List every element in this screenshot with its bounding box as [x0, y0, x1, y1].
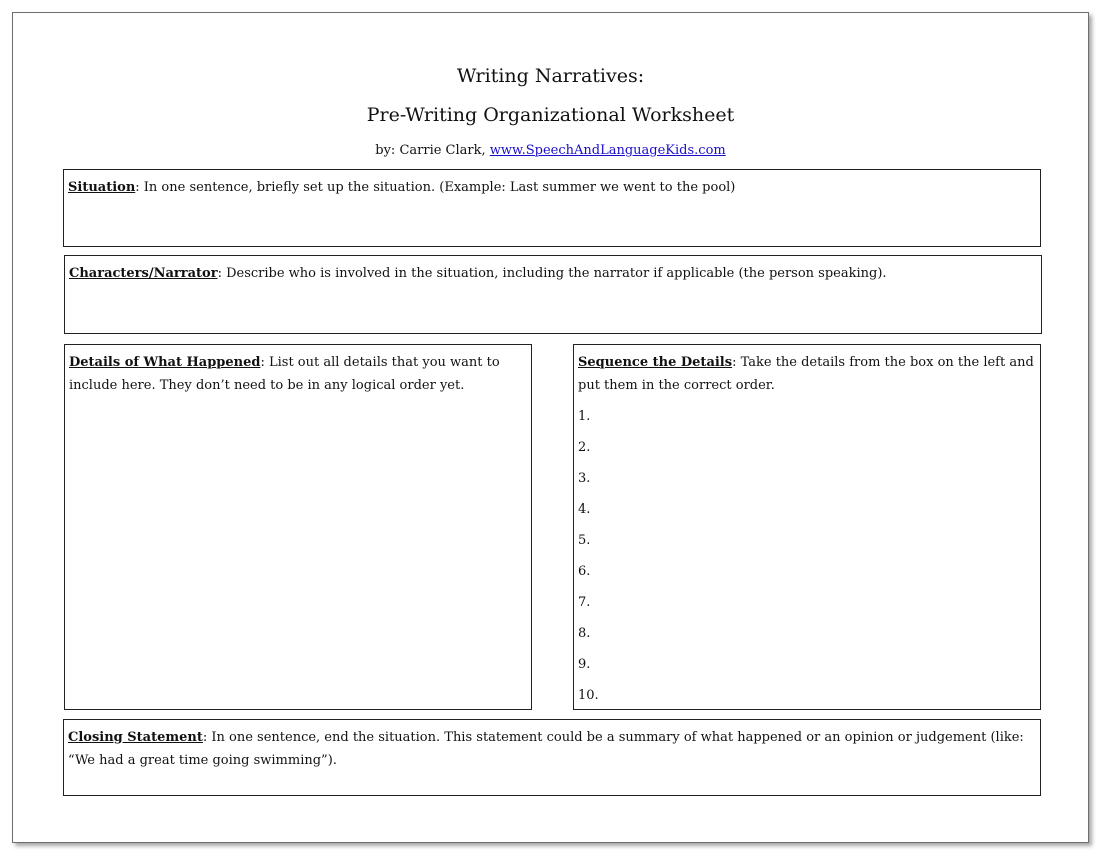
worksheet-page	[12, 12, 1089, 843]
sequence-instructions: : Take the details from the box on the left and put them in the correct order.	[578, 355, 1034, 393]
sequence-item-7[interactable]: 7.	[578, 595, 591, 610]
situation-box[interactable]	[63, 169, 1041, 247]
characters-label: Characters/Narrator	[69, 266, 218, 281]
sequence-list	[578, 405, 1036, 715]
sequence-item-4[interactable]: 4.	[578, 502, 591, 517]
website-link[interactable]: www.SpeechAndLanguageKids.com	[489, 143, 726, 158]
sequence-item-8[interactable]: 8.	[578, 626, 591, 641]
byline-author: by: Carrie Clark,	[375, 143, 490, 158]
sequence-item-1[interactable]: 1.	[578, 409, 591, 424]
title-line-1: Writing Narratives:	[456, 65, 645, 87]
details-instructions: : List out all details that you want to include here. They don’t need to be in any logical order yet.	[69, 355, 500, 393]
characters-box[interactable]	[64, 255, 1042, 334]
details-label: Details of What Happened	[69, 355, 261, 370]
byline	[13, 143, 1088, 158]
characters-instructions: : Describe who is involved in the situation, including the narrator if applicable (the person speaking).	[217, 266, 887, 281]
closing-box[interactable]	[63, 719, 1041, 796]
situation-label: Situation	[68, 180, 136, 195]
sequence-label: Sequence the Details	[578, 355, 733, 370]
sequence-item-6[interactable]: 6.	[578, 564, 591, 579]
sequence-item-10[interactable]: 10.	[578, 688, 599, 703]
sequence-item-5[interactable]: 5.	[578, 533, 591, 548]
title-line-2: Pre-Writing Organizational Worksheet	[366, 104, 735, 126]
sequence-item-9[interactable]: 9.	[578, 657, 591, 672]
details-box[interactable]	[64, 344, 532, 710]
sequence-item-2[interactable]: 2.	[578, 440, 591, 455]
closing-instructions: : In one sentence, end the situation. This statement could be a summary of what happened or an opinion or judgement (like: “We had a great time going swimming”).	[68, 730, 1024, 768]
situation-instructions: : In one sentence, briefly set up the situation. (Example: Last summer we went to the pool)	[135, 180, 736, 195]
sequence-item-3[interactable]: 3.	[578, 471, 591, 486]
sequence-box[interactable]	[573, 344, 1041, 710]
closing-label: Closing Statement	[68, 730, 203, 745]
